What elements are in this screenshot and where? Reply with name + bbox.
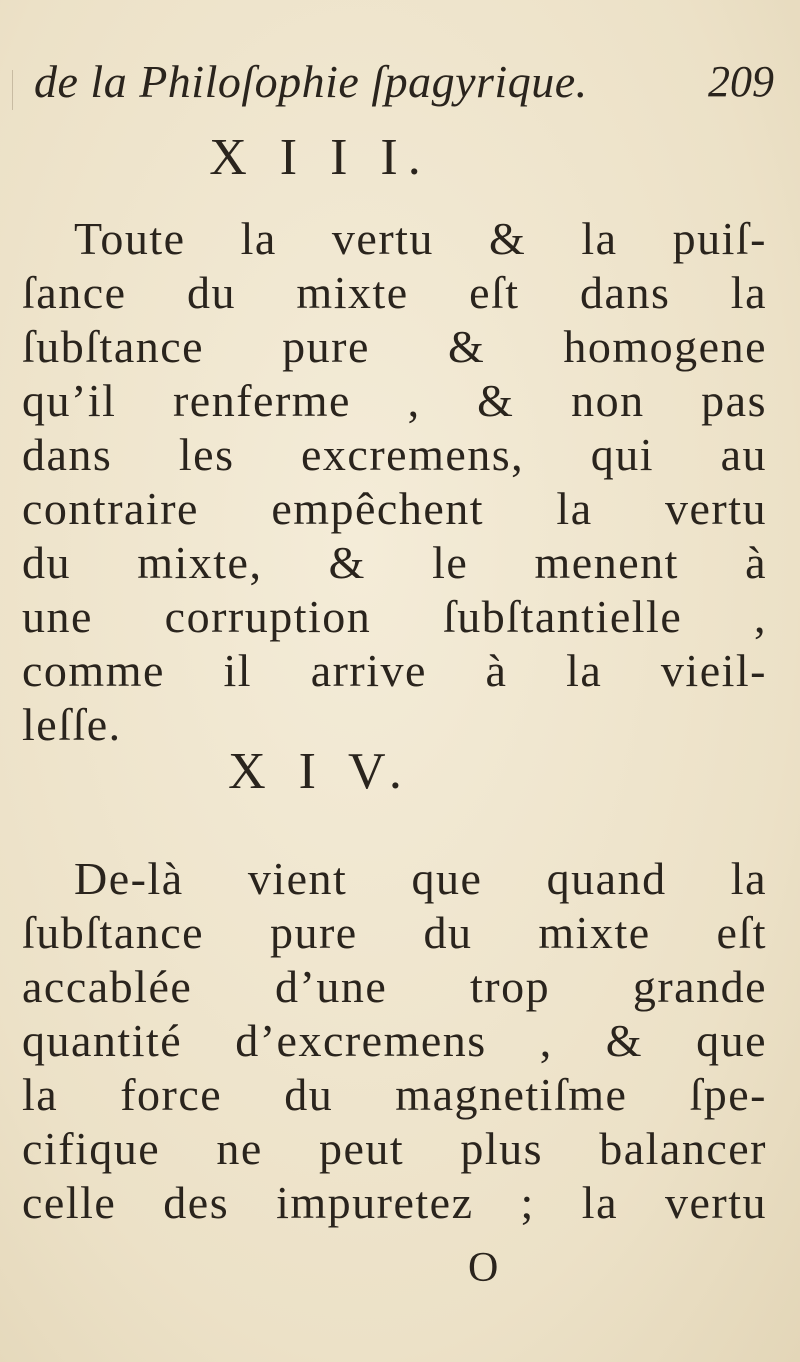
running-title: de la Philoſophie ſpagyrique. [34,56,588,107]
paragraph-xiii [22,212,767,752]
text-line: ſubſtance pure & homogene [22,321,767,372]
text-line: Toute la vertu & la puiſ- [74,213,767,264]
text-line: ſubſtance pure du mixte eſt [22,907,767,958]
text-line: quantité d’excremens , & que [22,1015,767,1066]
page-edge-mark [12,70,13,110]
text-line: leſſe. [22,699,122,750]
text-line: dans les excremens, qui au [22,429,767,480]
text-line: une corruption ſubſtantielle , [22,591,767,642]
section-heading-xiv: X I V. [228,743,412,800]
section-heading-xiii: X I I I. [209,129,431,186]
running-head [34,52,774,112]
text-line: cifique ne peut plus balancer [22,1123,767,1174]
text-line: De-là vient que quand la [74,853,767,904]
text-line: comme il arrive à la vieil- [22,645,767,696]
text-line: du mixte, & le menent à [22,537,767,588]
text-line: accablée d’une trop grande [22,961,767,1012]
catchword: O [468,1245,499,1291]
text-line: celle des impuretez ; la vertu [22,1177,767,1228]
text-line: ſance du mixte eſt dans la [22,267,767,318]
page-number: 209 [708,57,774,106]
text-line: contraire empêchent la vertu [22,483,767,534]
text-line: la force du magnetiſme ſpe- [22,1069,767,1120]
paragraph-xiv [22,852,767,1230]
text-line: qu’il renferme , & non pas [22,375,767,426]
